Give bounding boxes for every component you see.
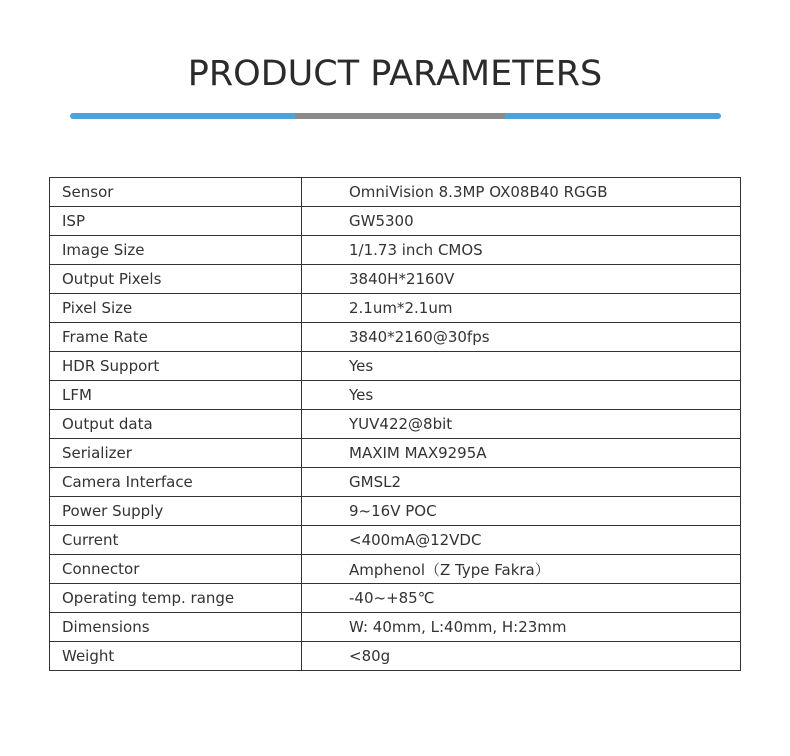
parameter-name: LFM — [50, 381, 302, 410]
divider-middle-segment — [295, 113, 505, 119]
parameter-value: <80g — [302, 642, 741, 671]
parameter-name: Output Pixels — [50, 265, 302, 294]
table-row — [50, 613, 741, 642]
parameter-value: W: 40mm, L:40mm, H:23mm — [302, 613, 741, 642]
parameter-value: Amphenol（Z Type Fakra） — [302, 555, 741, 584]
table-row — [50, 410, 741, 439]
parameter-value: 3840*2160@30fps — [302, 323, 741, 352]
parameter-name: Weight — [50, 642, 302, 671]
parameter-name: Current — [50, 526, 302, 555]
parameter-value: YUV422@8bit — [302, 410, 741, 439]
parameter-name: Image Size — [50, 236, 302, 265]
parameter-value: GMSL2 — [302, 468, 741, 497]
parameter-name: Serializer — [50, 439, 302, 468]
table-row — [50, 584, 741, 613]
parameters-table-body — [50, 178, 741, 671]
table-row — [50, 642, 741, 671]
divider-right-segment — [505, 113, 721, 119]
table-row — [50, 294, 741, 323]
table-row — [50, 555, 741, 584]
parameter-name: Frame Rate — [50, 323, 302, 352]
parameter-name: ISP — [50, 207, 302, 236]
parameter-value: OmniVision 8.3MP OX08B40 RGGB — [302, 178, 741, 207]
parameter-value: Yes — [302, 381, 741, 410]
table-row — [50, 323, 741, 352]
table-row — [50, 497, 741, 526]
table-row — [50, 178, 741, 207]
table-row — [50, 439, 741, 468]
page-title: PRODUCT PARAMETERS — [187, 54, 603, 94]
table-row — [50, 526, 741, 555]
parameter-value: GW5300 — [302, 207, 741, 236]
parameter-value: <400mA@12VDC — [302, 526, 741, 555]
table-row — [50, 468, 741, 497]
parameter-name: Pixel Size — [50, 294, 302, 323]
parameter-name: HDR Support — [50, 352, 302, 381]
parameter-value: -40~+85℃ — [302, 584, 741, 613]
parameter-value: 3840H*2160V — [302, 265, 741, 294]
table-row — [50, 265, 741, 294]
parameter-value: 2.1um*2.1um — [302, 294, 741, 323]
parameter-name: Output data — [50, 410, 302, 439]
divider-left-segment — [70, 113, 295, 119]
parameter-name: Operating temp. range — [50, 584, 302, 613]
parameters-table — [49, 177, 741, 671]
parameter-name: Sensor — [50, 178, 302, 207]
title-divider — [70, 113, 721, 119]
parameter-value: MAXIM MAX9295A — [302, 439, 741, 468]
parameter-name: Dimensions — [50, 613, 302, 642]
parameter-name: Connector — [50, 555, 302, 584]
parameter-name: Power Supply — [50, 497, 302, 526]
table-row — [50, 207, 741, 236]
parameter-name: Camera Interface — [50, 468, 302, 497]
parameter-value: Yes — [302, 352, 741, 381]
parameter-value: 9~16V POC — [302, 497, 741, 526]
table-row — [50, 381, 741, 410]
parameter-value: 1/1.73 inch CMOS — [302, 236, 741, 265]
table-row — [50, 236, 741, 265]
table-row — [50, 352, 741, 381]
